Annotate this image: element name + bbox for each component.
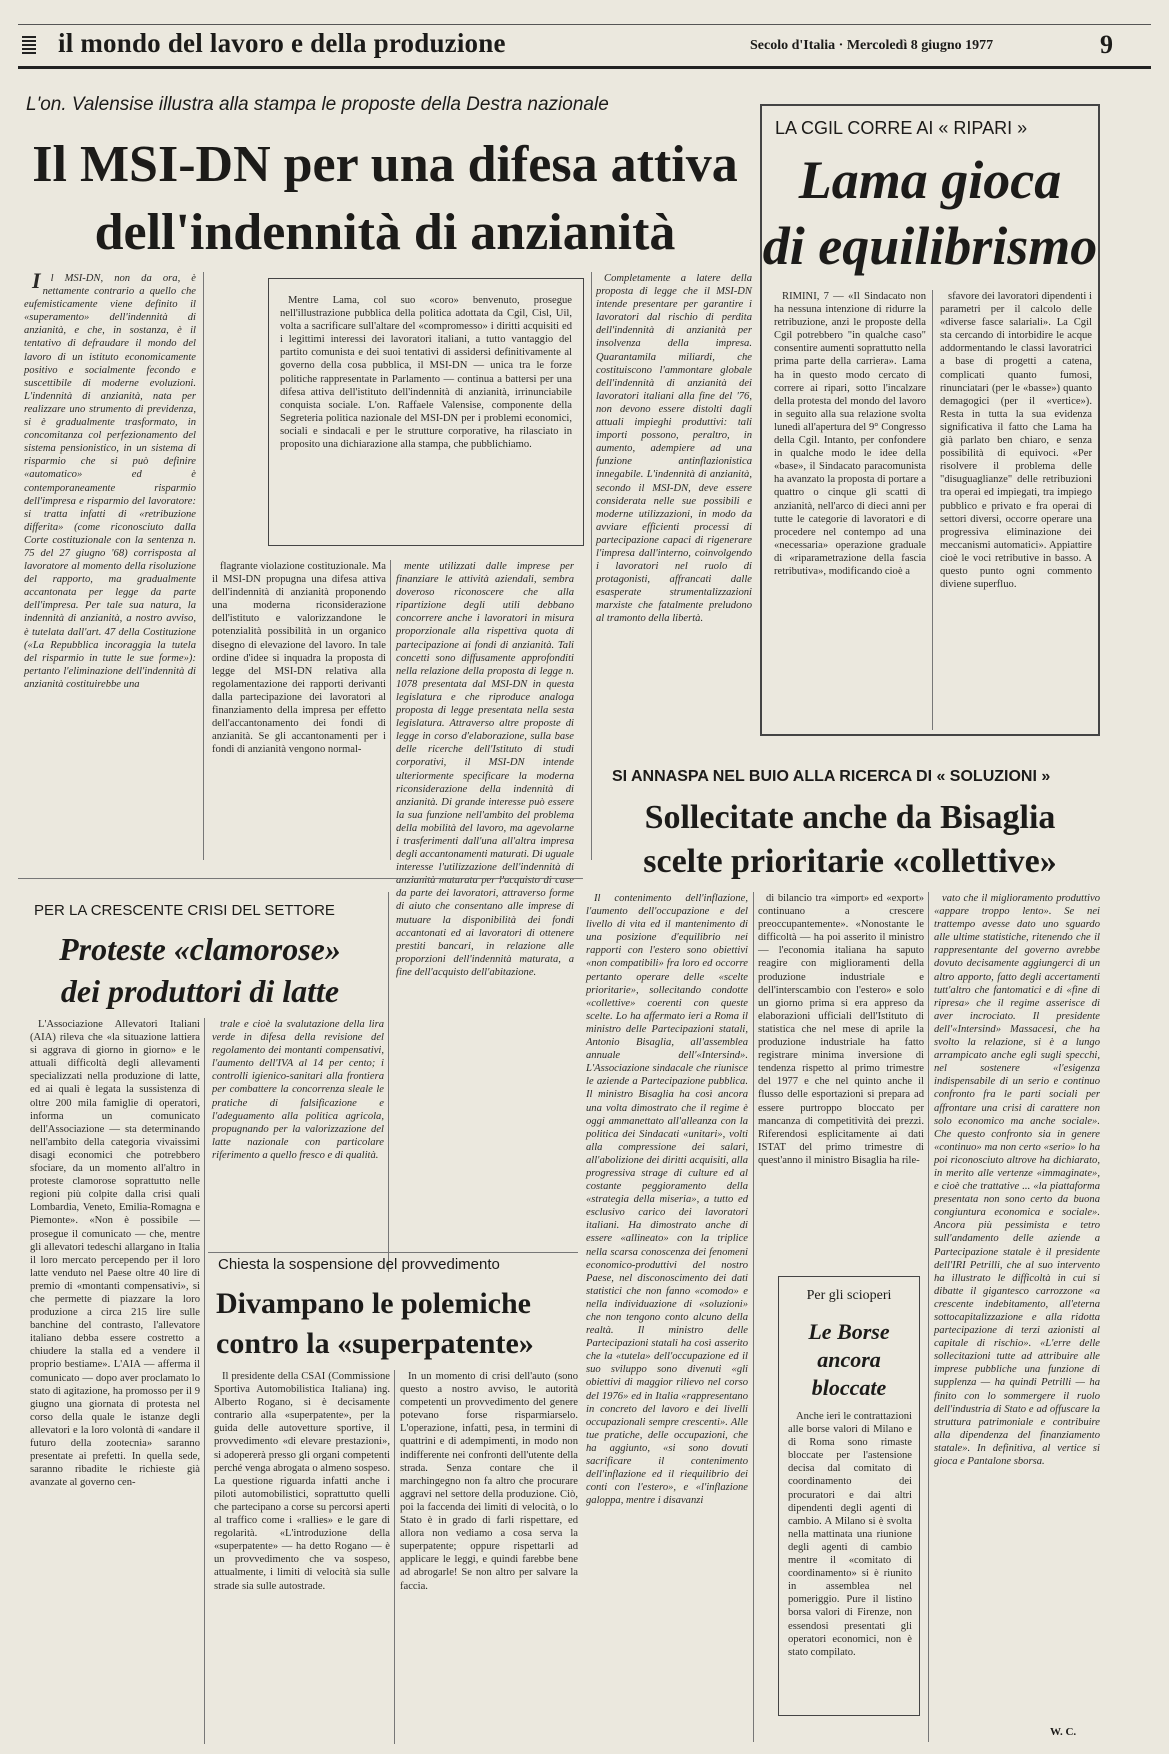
bisaglia-signature: W. C. xyxy=(1050,1726,1077,1738)
cgil-headline-2: di equilibrismo xyxy=(762,216,1098,276)
borse-headline-3: bloccate xyxy=(811,1375,887,1400)
latte-column-2 xyxy=(212,1018,384,1268)
cgil-column-1-text: RIMINI, 7 — «Il Sindacato non ha nessuna intenzione di ridurre la retribuzione, anzi le proposte della Cgil potrebbero "in qualche caso" consentire aumenti soprattutto nella prima parte della carriera». Lama ha in questo modo cercato di correre ai ripari, sotto l'incalzare della protesta del mondo del lavoro in seguito alla sua relazione svolta lunedì all'apertura del 9° Congresso della Cgil. Intanto, per confondere in qualche modo le idee della «base», il Sindacato paracomunista ha avanzato la proposta di portare a quattro o cinque gli scatti di anzianità, nell'arco di dieci anni per tutte le categorie di lavoratori e di procedere nel contempo ad una «necessaria» operazione graduale di «riparametrazione della fascia retributiva», modificando cioè a xyxy=(774,291,926,577)
column-rule xyxy=(928,892,929,1742)
bisaglia-column-3-text: vato che il miglioramento produttivo «appare troppo lento». Se nei trattempo avesse dato uno sguardo alle ultime statistiche, ritenendo che il rappresentante del governo avrebbe dovuto decisamente aggiungerci di un altro apporto, fatto degli accertamenti tutt'altro che fantomatici e di «fine di ripresa» che il regime asserisce di aver incrociato. Il presidente dell'«Intersind» Massacesi, che ha svolto la relazione, si è a lungo arrampicato anche egli sugli specchi, nel sostenere «l'esigenza indispensabile di un serio e continuo confronto fra le parti sociali per affrontare una crisi di carattere non solo economico ma anche sociale». Che questo confronto sia in genere «continuo» ma non certo «serio» lo ha poi riconosciuto altrove ha dichiarato, in merito alle vertenze «immaginate», e cioè che trattative ... «la piattaforma presentata non sono certo da buona congiuntura economica e sociale». Ancora più pessimista e tetro sull'andamento delle aziende a Partecipazione statale è il presidente dell'IRI Petrilli, che al suo intervento ha illustrato le difficoltà in cui si dibatte il gigantesco carrozzone «a crescente indebitamento, all'eterna sottocapitalizzazione e alla ridotta partecipazione di terzi azionisti al capitale di rischio». «L'erre delle sollecitazioni tutte ad attribuire alle imprese pubbliche una funzione di supplenza — ha quindi Petrilli — ha finito con lo sommergere il ruolo dell'industria di Stato e ad offuscare la struttura patrimoniale e contribuire alla dipendenza del finanziamento statale». In definitiva, al vertice si gioca e Pantalone sborsa. xyxy=(934,893,1100,1468)
superpatente-column-2-text: In un momento di crisi dell'auto (sono questo a nostro avviso, le autorità competenti un provvedimento del genere potevano forse risparmiarselo. L'operazione, infatti, pesa, in termini di quattrini e di adempimenti, in modo non indifferente nei confronti dell'utente della strada. Senza contare che il marchingegno non fa altro che procurare aggravi nel settore della produzione. Ciò, poi la faccenda dei limiti di velocità, o lo Stato è in grado di farli rispettare, ed allora non vediamo a cosa serva la superpatente; oppure rispettarli ad applicare le leggi, e quindi farebbe bene ad abrogarle! Se non altro per salvare la faccia. xyxy=(400,1371,578,1592)
msi-column-1-text: Il MSI-DN, non da ora, è nettamente contrario a quello che eufemisticamente viene definito il «superamento» dell'indennità di anzianità, e che, in sostanza, è il tentativo di defraudare il mondo del lavoro di un istituto economicamente positivo e socialmente fecondo e suscettibile di moderne evoluzioni. L'indennità di anzianità, nata per realizzare uno strumento di previdenza, si è gradualmente trasformato, in concomitanza col perfezionamento del sistema pensionistico, in un sistema di risparmio che si può definire «automatico» ed è contemporaneamente risparmio dell'impresa e risparmio del lavoratore: si tratta infatti di «retribuzione differita» (come riconosciuto dalla Corte costituzionale con la sentenza n. 75 del 27 giugno '68) corrisposta al lavoratore al momento della risoluzione del rapporto, ma gradualmente accantonata per legge da parte dell'impresa. Per tale sua natura, la indennità di anzianità, a nostro avviso, è tutelata dall'art. 47 della Costituzione («La Repubblica incoraggia la tutela del risparmio in tutte le sue forme»): pertanto l'eliminazione dell'indennità di anzianità costituirebbe una xyxy=(24,268,196,690)
latte-column-1 xyxy=(30,1018,200,1746)
superpatente-headline-1: Divampano le polemiche xyxy=(216,1287,531,1320)
column-rule xyxy=(203,272,204,860)
bisaglia-column-2 xyxy=(758,892,924,1270)
bisaglia-kicker: SI ANNASPA NEL BUIO ALLA RICERCA DI « SOLUZIONI » xyxy=(612,768,1051,785)
msi-headline-2: dell'indennità di anzianità xyxy=(94,204,676,261)
msi-column-1 xyxy=(24,268,196,862)
header-top-rule xyxy=(18,24,1151,25)
column-rule xyxy=(932,290,933,730)
msi-column-3 xyxy=(396,560,575,978)
bisaglia-column-3 xyxy=(934,892,1100,1722)
column-rule xyxy=(204,1018,205,1744)
superpatente-kicker: Chiesta la sospensione del provvedimento xyxy=(218,1256,500,1273)
latte-headline-2: dei produttori di latte xyxy=(60,973,340,1009)
column-rule xyxy=(390,560,391,860)
cgil-column-1 xyxy=(774,290,926,730)
latte-column-2-text: trale e cioè la svalutazione della lira verde in difesa della revisione del regolamento dei montanti compensativi, l'aumento dell'IVA al 14 per cento; i controlli igienico-sanitari alla frontiera per combattere la concorrenza sleale le pratiche di falsificazione e l'adeguamento alla politica agricola, propugnando per la valorizzazione del latte nazionale con particolare riferimento a quello fresco e di qualità. xyxy=(212,1019,384,1161)
msi-column-2-text: flagrante violazione costituzionale. Ma il MSI-DN propugna una difesa attiva dell'indennità di anzianità proponendo una moderna riconsiderazione dell'istituto e valorizzandone le potenzialità possibilità in un organico disegno di elevazione del lavoro. In tale ordine d'idee si inquadra la proposta di legge del MSI-DN relativa alla regolamentazione dei rapporti derivanti dalla partecipazione dei lavoratori al finanziamento della impresa per effetto dell'accantonamento dei fondi di anzianità. Se gli accantonamenti per i fondi di anzianità vengono normal- xyxy=(212,561,386,756)
borse-headline-2: ancora xyxy=(817,1347,881,1372)
msi-column-2 xyxy=(212,560,386,860)
column-rule xyxy=(753,892,754,1742)
superpatente-headline-2: contro la «superpatente» xyxy=(216,1327,534,1360)
header-rule xyxy=(18,66,1151,69)
section-rule xyxy=(208,1252,578,1253)
bisaglia-headline-1: Sollecitate anche da Bisaglia xyxy=(644,799,1056,836)
latte-headline-1: Proteste «clamorose» xyxy=(59,931,341,967)
latte-kicker: PER LA CRESCENTE CRISI DEL SETTORE xyxy=(34,902,335,919)
cgil-kicker: LA CGIL CORRE AI « RIPARI » xyxy=(775,118,1028,138)
page-number: 9 xyxy=(1100,30,1113,59)
borse-headline-1: Le Borse xyxy=(808,1319,890,1344)
msi-intro-text: Mentre Lama, col suo «coro» benvenuto, prosegue nell'illustrazione pubblica della politica adottata da Cgil, Cisl, Uil, volta a sacrificare sull'altare del «compromesso» i diritti acquisiti ed i legittimi interessi dei lavoratori italiani, a tutto vantaggio del partito comunista e dei suoi tentativi di assidersi definitivamente al governo della cosa pubblica, il MSI-DN — unica tra le forze politiche rappresentate in Parlamento — continua a battersi per una difesa attiva dell'istituto dell'indennità di anzianità, irrinunciabile conquista sociale. L'on. Raffaele Valensise, componente della Segreteria politica nazionale del MSI-DN per i problemi economici, sociali e sindacali e per le strutture corporative, ha rilasciato in proposito una dichiarazione alla stampa, che pubblichiamo. xyxy=(280,295,572,451)
borse-kicker: Per gli scioperi xyxy=(806,1288,892,1303)
column-rule xyxy=(591,272,592,860)
bisaglia-column-2-text: di bilancio tra «import» ed «export» continuano a crescere preoccupantemente». «Nonostante le difficoltà — ha poi asserito il ministro — l'economia italiana ha saputo reagire con miglioramenti della produzione industriale e dell'interscambio con l'estero» e solo un giorno prima si era appreso da elaborazioni ufficiali dell'Istituto di statistica che nel mese di aprile la produzione industriale ha fatto registrare minima inversione di tendenza rispetto al primo trimestre del 1977 e che nel quinto anche il flusso delle esportazioni si prepara ad essere purtroppo bloccato per mancanza di competitività dei prezzi. Riferendosi esplicitamente ai dati ISTAT del primo trimestre di quest'anno il ministro Bisaglia ha rile- xyxy=(758,893,924,1166)
msi-intro-text-wrap xyxy=(280,294,572,540)
column-rule xyxy=(394,1370,395,1744)
bisaglia-column-1-text: Il contenimento dell'inflazione, l'aumento dell'occupazione e del livello di vita ed il mantenimento di una posizione d'equilibrio nei rapporti con l'estero sono obiettivi «non compatibili» fra loro ed occorre pertanto operare delle «scelte prioritarie», sollecitando condotte «collettive» coerenti con queste scelte. Lo ha affermato ieri a Roma il ministro delle Partecipazioni statali, Antonio Bisaglia, all'assemblea annuale dell'«Intersind». L'Associazione sindacale che riunisce le aziende a Partecipazione pubblica. Il ministro Bisaglia ha così ancora una volta dimostrato che il regime è oggi ammanettato all'alleanza con la politica dei Sindacati «unitari», volti alla compressione dei salari, all'abolizione dei diritti acquisiti, alla progressiva strage di culture ed al costante peggioramento della «strategia della miseria», a tutto ed esclusivo carico dei lavoratori italiani. Ha dimostrato anche di essere «allineato» con la triplice nella scarsa conoscenza dei fenomeni economico-produttivi del nostro Paese, nel disconoscimento dei dati statistici che non fanno «comodo» e nella individuazione di «soluzioni» che non tengono conto alcuno della realtà. Il ministro delle Partecipazioni statali ha così asserito che la «tutela» dell'occupazione ed il suo sviluppo sono divenuti «gli obiettivi di maggior rilievo nel corso del 1976» ed in Italia «rappresentano in concreto del lavoro e dei livelli occupazionali sempre crescenti». Alle tue pratiche, delle occupazioni, che ha aggiunto, «si sono dovuti sacrificare il contenimento dell'inflazione ed il riequilibrio dei conti con l'estero», e «l'inflazione galoppa, mentre i disavanzi xyxy=(586,893,748,1507)
msi-column-4-text: Completamente a latere della proposta di legge che il MSI-DN intende presentare per garantire i lavoratori dal rischio di perdita dell'indennità di anzianità per insolvenza della impresa. Quarantamila miliardi, che costituiscono l'ammontare globale dell'indennità di anzianità dei lavoratori italiani alla fine del '76, non devono essere distolti dagli attuali impieghi produttivi: tali importi possono, peraltro, in aumento, adempiere ad una funzione antinflazionistica innegabile. L'indennità di anzianità, secondo il MSI-DN, deve essere considerata nelle sue possibili e moderne utilizzazioni, in modo da avviare efficienti processi di partecipazione capaci di rigenerare l'impresa dall'interno, coinvolgendo i lavoratori nel ruolo di protagonisti, affrancati dalle esasperate strumentalizzazioni marxiste che fatalmente preludono al tramonto della libertà. xyxy=(596,273,752,625)
borse-column-1-text: Anche ieri le contrattazioni alle borse valori di Milano e di Roma sono rimaste bloccate per l'astensione decisa dal comitato di coordinamento dei procuratori e dai altri dipendenti degli agenti di cambio. A Milano si è svolta nella mattinata una riunione degli agenti di cambio mentre il «comitato di coordinamento» si è riunito in assemblea nel pomeriggio. Pure il listino borsa valori di Firenze, non essendosi presentati gli operatori economici, non è stato compilato. xyxy=(788,1411,912,1658)
bisaglia-headline-2: scelte prioritarie «collettive» xyxy=(643,843,1057,880)
column-rule xyxy=(388,892,389,1272)
section-title: il mondo del lavoro e della produzione xyxy=(58,28,506,58)
superpatente-column-1 xyxy=(214,1370,390,1744)
section-rule xyxy=(18,878,583,879)
latte-column-1-text: L'Associazione Allevatori Italiani (AIA) rileva che «la situazione lattiera si aggrava di giorno in giorno» e le attuali difficoltà degli allevamenti specializzati nella produzione di latte, ed ai quali è legata la sussistenza di oltre 200 mila famiglie di operatori, informa un comunicato dell'Associazione — sta determinando nell'ambito della categoria vivaissimi disagi economici che potrebbero sfociare, da un momento all'altro in proteste clamorose soprattutto nelle regioni più colpite dalla crisi quali Lombardia, Veneto, Emilia-Romagna e Piemonte». «Non è possibile — prosegue il comunicato — che, mentre gli allevatori tedeschi allargano in Italia il loro mercato percependo per il loro latte venduto nel Paese oltre 40 lire di premio di «montanti compensativi», si che permette di piazzare la loro produzione a circa 215 lire sulle banchine del contrasto, l'allevatore italiano debba essere costretto a chiudere la stalla ed a vendere il proprio bestiame». L'AIA — afferma il comunicato — dopo aver proclamato lo stato di agitazione, ha promosso per il 9 giugno una giornata di protesta nel corso della quale le istanze degli allevatori e la loro volontà di «andare il futuro della zootecnia» saranno presentate ai prefetti. In quella sede, saranno ribadite le richieste già avanzate al governo cen- xyxy=(30,1019,200,1489)
msi-headline-1: Il MSI-DN per una difesa attiva xyxy=(32,136,738,193)
msi-column-3-text: mente utilizzati dalle imprese per finanziare le attività aziendali, sembra doveroso riconoscere che alla ripartizione degli utili debbano concorrere anche i lavoratori in misura proporzionale alla rispettiva quota di partecipazione ai fondi di anzianità. Tali concetti sono diffusamente approfonditi nella relazione della proposta di legge n. 1078 presentata dal MSI-DN in questa legislatura e che riproduce analoga proposta di legge presentata nella sesta legislatura. Attraverso altre proposte di legge in corso d'elaborazione, sulla base delle ricerche dell'Istituto di studi corporativi, il MSI-DN intende ulteriormente specificare la moderna riconsiderazione della indennità di anzianità. Di grande interesse può essere la sua funzione nell'ambito del problema della mobilità del lavoro, ma agevolarne i trasferimenti dall'una all'altra impresa degli accantonamenti maturati. Di uguale interesse l'utilizzazione dell'indennità di anzianità maturata per l'acquisto di case da parte dei lavoratori, attraverso forme di aiuto che consentano alle imprese di mutuare la disponibilità dei fondi accantonati ed ai lavoratori di ottenere prestiti bancari, in relazione alle proporzioni dell'indennità maturata, a fine dell'acquisto dell'abitazione. xyxy=(396,561,575,978)
superpatente-column-2 xyxy=(400,1370,578,1744)
cgil-column-2 xyxy=(940,290,1092,730)
section-mark-icon xyxy=(22,34,36,54)
borse-column-1 xyxy=(788,1410,912,1710)
superpatente-column-1-text: Il presidente della CSAI (Commissione Sportiva Automobilistica Italiana) ing. Alberto Rogano, si è decisamente contrario alla «superpatente», per la guida delle autovetture sportive, il provvedimento «di elevare prestazioni», si adopererà presso gli organi competenti perché venga abrogata o almeno sospeso. La questione riguarda infatti anche i piloti automobilistici, soprattutto quelli che partecipano a corse su percorsi aperti al traffico come i «rallies» e le gare di regolarità. «L'introduzione della «superpatente» — ha detto Rogano — è un provvedimento che va sospeso, attualmente, i limiti di velocità sia sulle strade sia sulle autostrade. xyxy=(214,1371,390,1592)
cgil-column-2-text: sfavore dei lavoratori dipendenti i parametri per il calcolo delle «diverse fasce salariali». La Cgil sta cercando di intorbidire le acque addormentando le classi lavoratrici a base di progetti a catena, complicati quanto fumosi, rinunciatari (per le «basse») quanto demagogici (per il «vertice»). Resta in tutta la sua evidenza significativa il fatto che Lama ha già parlato ben chiaro, e senza possibilità di equivoci. «Per risolvere il problema delle "disuguaglianze" delle retribuzioni tra operai ed impiegati, tra impiego pubblico e privato e fra operai di settori diversi, occorre operare una progressiva eliminazione dei meccanismi automatici». Appiattire cioè le voci retributive in basso. A questo punto ogni commento diviene superfluo. xyxy=(940,291,1092,591)
cgil-headline-1: Lama gioca xyxy=(798,150,1062,210)
msi-kicker: L'on. Valensise illustra alla stampa le proposte della Destra nazionale xyxy=(26,94,609,115)
dateline: Secolo d'Italia · Mercoledì 8 giugno 1977 xyxy=(750,38,994,53)
bisaglia-column-1 xyxy=(586,892,748,1744)
